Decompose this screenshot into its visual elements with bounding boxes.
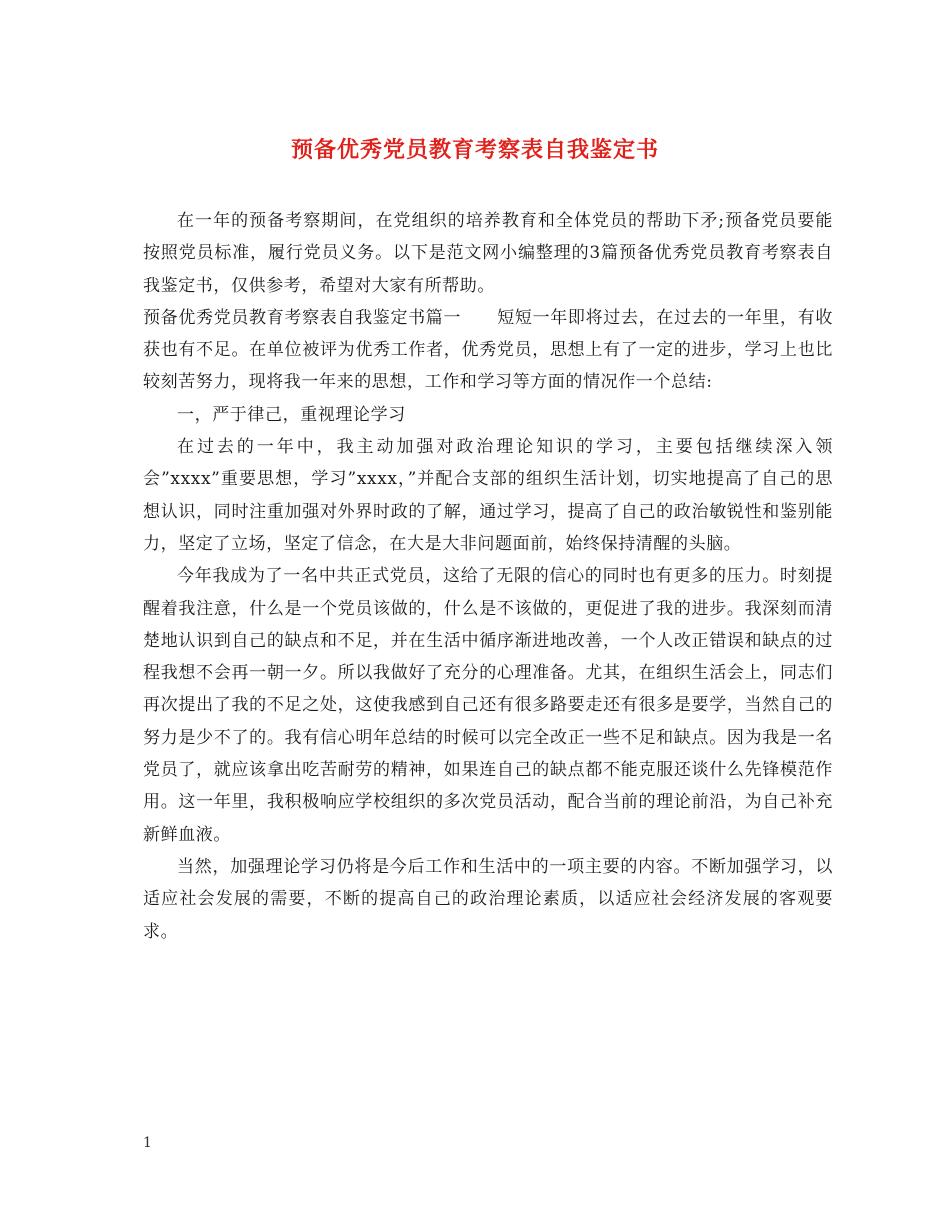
page-number: 1: [143, 1135, 152, 1151]
paragraph-3: 当然，加强理论学习仍将是今后工作和生活中的一项主要的内容。不断加强学习，以适应社会发展的需要，不断的提高自己的政治理论素质，以适应社会经济发展的客观要求。: [143, 856, 833, 942]
document-title: 预备优秀党员教育考察表自我鉴定书: [290, 138, 659, 163]
section-intro: 短短一年即将过去，在过去的一年里，有收获也有不足。在单位被评为优秀工作者，优秀党员，思想上有了一定的进步，学习上也比较刻苦努力，现将我一年来的思想，工作和学习等方面的情况作一个总结:: [143, 307, 833, 393]
paragraph-2: 今年我成为了一名中共正式党员，这给了无限的信心的同时也有更多的压力。时刻提醒着我注意，什么是一个党员该做的，什么是不该做的，更促进了我的进步。我深刻而清楚地认识到自己的缺点和不足，并在生活中循序渐进地改善，一个人改正错误和缺点的过程我想不会再一朝一夕。所以我做好了充分的心理准备。尤其，在组织生活会上，同志们再次提出了我的不足之处，这使我感到自己还有很多路要走还有很多是要学，当然自己的努力是少不了的。我有信心明年总结的时候可以完全改正一些不足和缺点。因为我是一名党员了，就应该拿出吃苦耐劳的精神，如果连自己的缺点都不能克服还谈什么先锋模范作用。这一年里，我积极响应学校组织的多次党员活动，配合当前的理论前沿，为自己补充新鲜血液。: [143, 566, 833, 845]
intro-paragraph: 在一年的预备考察期间，在党组织的培养教育和全体党员的帮助下矛;预备党员要能按照党员标准，履行党员义务。以下是范文网小编整理的3篇预备优秀党员教育考察表自我鉴定书，仅供参考，希望对大家有所帮助。: [143, 211, 833, 296]
section-label: 预备优秀党员教育考察表自我鉴定书篇一: [143, 307, 462, 328]
heading-1: 一，严于律己，重视理论学习: [177, 404, 406, 425]
section-one-paragraph: [143, 302, 833, 399]
document-body: [143, 205, 833, 948]
paragraph-1: 在过去的一年中，我主动加强对政治理论知识的学习，主要包括继续深入领会”xxxx”重要思想，学习”xxxx，”并配合支部的组织生活计划，切实地提高了自己的思想认识，同时注重加强对外界时政的了解，通过学习，提高了自己的政治敏锐性和鉴别能力，坚定了立场，坚定了信念，在大是大非问题面前，始终保持清醒的头脑。: [143, 437, 833, 554]
